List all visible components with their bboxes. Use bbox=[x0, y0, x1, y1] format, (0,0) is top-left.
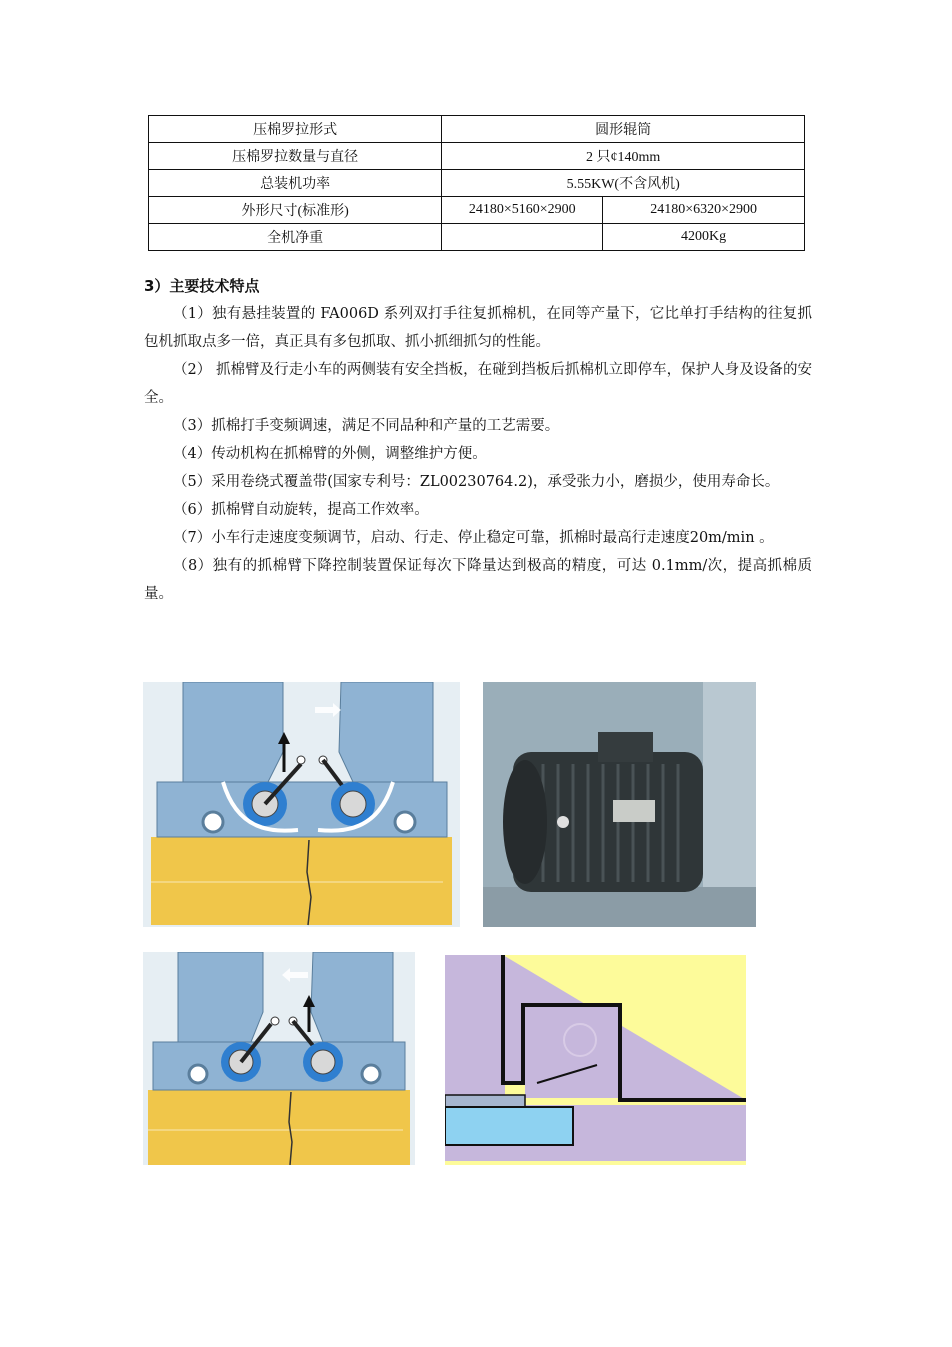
twin-beater-diagram-right bbox=[143, 682, 460, 927]
row-value: 2 只¢140mm bbox=[442, 143, 805, 170]
table-row bbox=[149, 197, 805, 224]
row-value-standard: 24180×5160×2900 bbox=[442, 197, 603, 224]
spec-table bbox=[148, 115, 805, 251]
feature-paragraph: （5）采用卷绕式覆盖带(国家专利号：ZL00230764.2)，承受张力小，磨损少，使用寿命长。 bbox=[173, 474, 780, 490]
technical-features-section bbox=[144, 272, 812, 608]
row-label: 全机净重 bbox=[149, 224, 442, 251]
feature-paragraph: （8）独有的抓棉臂下降控制装置保证每次下降量达到极高的精度，可达 0.1mm/次，提高抓棉质量。 bbox=[144, 558, 812, 602]
row-label: 总装机功率 bbox=[149, 170, 442, 197]
drive-motor-photo bbox=[483, 682, 756, 927]
row-value-wide: 24180×6320×2900 bbox=[603, 197, 805, 224]
row-value-wide: 4200Kg bbox=[603, 224, 805, 251]
feature-paragraph: （1）独有悬挂装置的 FA006D 系列双打手往复抓棉机，在同等产量下，它比单打手结构的往复抓包机抓取点多一倍，真正具有多包抓取、抓小抓细抓匀的性能。 bbox=[144, 306, 812, 350]
table-row bbox=[149, 170, 805, 197]
row-value-standard bbox=[442, 224, 603, 251]
feature-paragraph: （6）抓棉臂自动旋转，提高工作效率。 bbox=[173, 502, 429, 518]
section-heading: 3）主要技术特点 bbox=[144, 277, 260, 295]
table-row bbox=[149, 143, 805, 170]
feature-paragraph: （3）抓棉打手变频调速，满足不同品种和产量的工艺需要。 bbox=[173, 418, 560, 434]
row-label: 外形尺寸(标准形) bbox=[149, 197, 442, 224]
row-label: 压棉罗拉数量与直径 bbox=[149, 143, 442, 170]
feature-paragraph: （7）小车行走速度变频调节，启动、行走、停止稳定可靠，抓棉时最高行走速度20m/min 。 bbox=[173, 530, 774, 546]
twin-beater-diagram-left bbox=[143, 952, 415, 1165]
table-row bbox=[149, 116, 805, 143]
table-row bbox=[149, 224, 805, 251]
row-label: 压棉罗拉形式 bbox=[149, 116, 442, 143]
row-value: 5.55KW(不含风机) bbox=[442, 170, 805, 197]
row-value: 圆形辊筒 bbox=[442, 116, 805, 143]
feature-paragraph: （4）传动机构在抓棉臂的外侧，调整维护方便。 bbox=[173, 446, 487, 462]
safety-baffle-diagram bbox=[445, 955, 746, 1165]
feature-paragraph: （2） 抓棉臂及行走小车的两侧装有安全挡板，在碰到挡板后抓棉机立即停车，保护人身及设备的安全。 bbox=[144, 362, 812, 406]
